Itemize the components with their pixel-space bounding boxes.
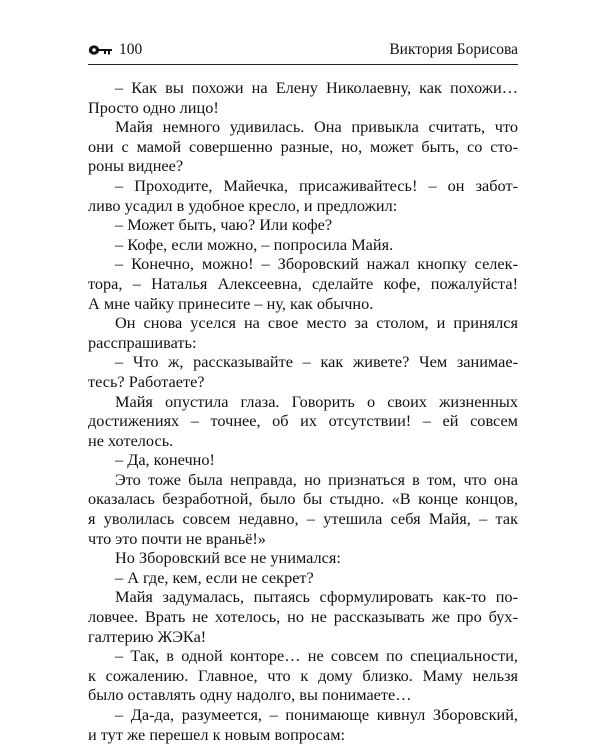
text-line: – Да, конечно! <box>115 450 215 470</box>
text-line: Он снова уселся на свое место за столом, и принялся <box>115 313 518 333</box>
text-line: тора, – Наталья Алексеевна, сделайте кофе, пожалуйста! <box>88 273 518 293</box>
text-line: Это тоже была неправда, но признаться в том, что она <box>115 469 518 489</box>
text-line: Просто одно лицо! <box>88 97 219 117</box>
text-line: я уволилась совсем недавно, – утешила себя Майя, – так <box>88 509 518 529</box>
key-ornament-icon <box>88 44 114 56</box>
text-line: Но Зборовский все не унимался: <box>115 548 341 568</box>
text-line: – Кофе, если можно, – попросила Майя. <box>115 234 394 254</box>
text-line: ливо усадил в удобное кресло, и предложил: <box>88 195 398 215</box>
header-rule <box>88 64 518 65</box>
text-line: оказалась безработной, было бы стыдно. «В конце концов, <box>88 489 518 509</box>
text-line: тесь? Работаете? <box>88 371 205 391</box>
running-header <box>88 40 518 62</box>
text-line: – Проходите, Майечка, присаживайтесь! – он забот- <box>115 175 518 195</box>
text-line: Майя немного удивилась. Она привыкла считать, что <box>115 117 518 137</box>
text-line: и тут же перешел к новым вопросам: <box>88 724 346 744</box>
text-line: они с мамой совершенно разные, но, может быть, со сто- <box>88 136 518 156</box>
text-line: – Может быть, чаю? Или кофе? <box>115 215 333 235</box>
text-line: что это почти не враньё!» <box>88 528 266 548</box>
text-line: было оставлять одну надолго, вы понимаете… <box>88 685 412 705</box>
text-line: галтерию ЖЭКа! <box>88 626 207 646</box>
body-text <box>88 78 518 744</box>
text-line: к сожалению. Главное, что к дому близко. Маму нельзя <box>88 665 518 685</box>
text-line: Майя опустила глаза. Говорить о своих жизненных <box>115 391 518 411</box>
text-line: – Что ж, рассказывайте – как живете? Чем занимае- <box>115 352 518 372</box>
text-line: – Как вы похожи на Елену Николаевну, как похожи… <box>115 78 518 97</box>
text-line: – Так, в одной конторе… не совсем по специальности, <box>115 646 518 666</box>
text-line: достижениях – точнее, об их отсутствии! – ей совсем <box>88 411 518 431</box>
page-number: 100 <box>119 41 143 58</box>
text-line: – Конечно, можно! – Зборовский нажал кнопку селек- <box>115 254 518 274</box>
text-line: – Да-да, разумеется, – понимающе кивнул Зборовский, <box>115 705 518 724</box>
text-line: не хотелось. <box>88 430 174 450</box>
text-line: расспрашивать: <box>88 332 197 352</box>
text-line: – А где, кем, если не секрет? <box>115 567 314 587</box>
text-line: ловчее. Врать не хотелось, но не рассказывать же про бух- <box>88 607 518 627</box>
text-line: роны виднее? <box>88 156 184 176</box>
text-line: Майя задумалась, пытаясь сформулировать как-то по- <box>115 587 518 607</box>
text-line: А мне чайку принесите – ну, как обычно. <box>88 293 374 313</box>
author-name: Виктория Борисова <box>389 41 518 58</box>
